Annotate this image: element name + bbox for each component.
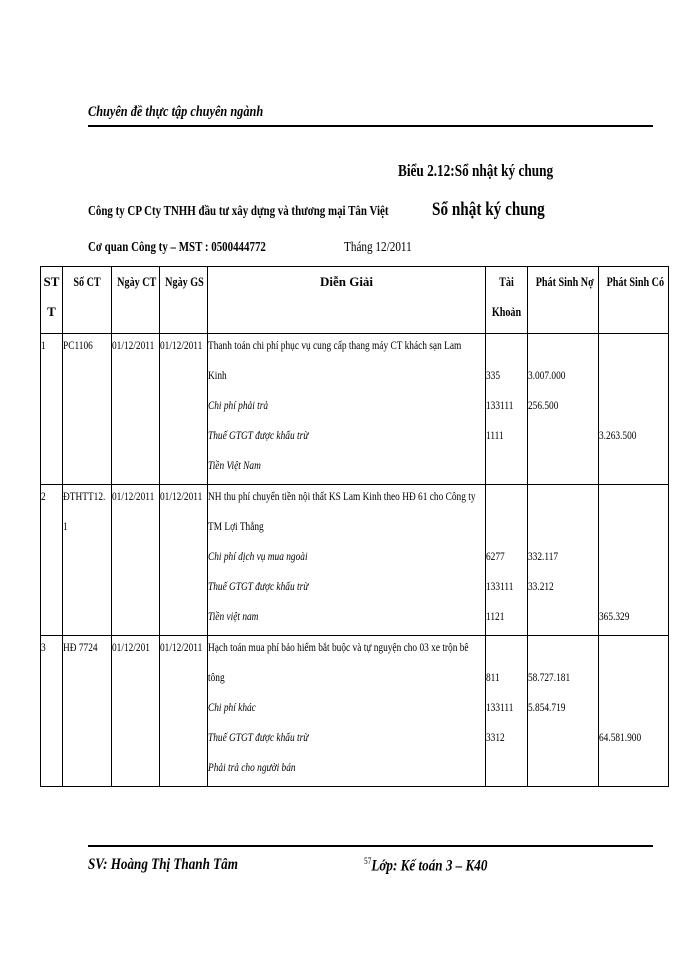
account-code <box>486 636 527 666</box>
transaction-description: Kinh <box>208 368 227 382</box>
cell-ngay-gs <box>160 485 208 636</box>
col-header-tai-khoan: Tài Khoản <box>486 267 528 334</box>
cell-so-ct <box>63 636 112 787</box>
cell-phat-sinh-no <box>528 636 599 787</box>
cell-stt <box>41 636 63 787</box>
account-code <box>486 334 527 364</box>
account-code: 133111 <box>486 398 514 412</box>
cell-phat-sinh-co <box>599 334 669 485</box>
debit-amount <box>528 605 598 635</box>
cell-ngay-ct <box>112 485 160 636</box>
credit-amount <box>599 666 668 696</box>
posting-date: 01/12/2011 <box>160 338 203 352</box>
account-code: 335 <box>486 368 501 382</box>
footer-rule <box>88 845 653 847</box>
account-code: 3312 <box>486 730 505 744</box>
credit-amount <box>599 454 668 484</box>
posting-date: 01/12/2011 <box>160 640 203 654</box>
account-code: 811 <box>486 670 500 684</box>
account-description: Chi phí phải trả <box>208 398 269 412</box>
account-code: 133111 <box>486 579 514 593</box>
debit-amount: 3.007.000 <box>528 368 566 382</box>
col-header-ngay-gs: Ngày GS <box>160 267 208 334</box>
debit-amount <box>528 424 598 454</box>
cell-tai-khoan <box>486 636 528 787</box>
debit-amount: 33.212 <box>528 579 554 593</box>
form-label: Biểu 2.12:Sổ nhật ký chung <box>398 161 554 180</box>
credit-amount <box>599 545 668 575</box>
account-description: Chi phí dịch vụ mua ngoài <box>208 549 308 563</box>
cell-stt <box>41 485 63 636</box>
table-header-row <box>41 267 669 334</box>
account-code <box>486 515 527 545</box>
cell-ngay-ct <box>112 636 160 787</box>
transaction-description: TM Lợi Thắng <box>208 519 264 533</box>
debit-amount <box>528 726 598 756</box>
account-description: Thuế GTGT được khấu trừ <box>208 579 309 593</box>
posting-date: 01/12/2011 <box>160 489 203 503</box>
debit-amount: 332.117 <box>528 549 559 563</box>
account-description: Thuế GTGT được khấu trừ <box>208 730 309 744</box>
account-description: Thuế GTGT được khấu trừ <box>208 428 309 442</box>
account-code: 1111 <box>486 428 504 442</box>
account-description: Phải trả cho người bán <box>208 760 296 774</box>
credit-amount <box>599 756 668 786</box>
cell-dien-giai <box>208 334 486 485</box>
agency-tax-code: Cơ quan Công ty – MST : 0500444772 <box>88 240 266 255</box>
account-code <box>486 485 527 515</box>
voucher-date: 01/12/2011 <box>112 489 155 503</box>
page-number: 57 <box>364 856 372 866</box>
account-description: Tiền Việt Nam <box>208 458 261 472</box>
cell-stt <box>41 334 63 485</box>
class-label: Lớp: Kế toán 3 – K40 <box>371 857 488 875</box>
transaction-description: NH thu phí chuyển tiền nội thất KS Lam Kinh theo HĐ 61 cho Công ty <box>208 489 476 503</box>
table-row <box>41 485 669 636</box>
account-description: Tiền việt nam <box>208 609 259 623</box>
account-code: 133111 <box>486 700 514 714</box>
account-code: 1121 <box>486 609 505 623</box>
cell-phat-sinh-no <box>528 334 599 485</box>
voucher-number: HĐ 7724 <box>63 640 98 654</box>
stt-value: 3 <box>41 640 46 654</box>
account-code: 6277 <box>486 549 505 563</box>
credit-amount <box>599 364 668 394</box>
col-header-phat-sinh-co: Phát Sinh Có <box>599 267 669 334</box>
transaction-description: tông <box>208 670 225 684</box>
account-code <box>486 756 527 786</box>
debit-amount: 58.727.181 <box>528 670 571 684</box>
header-rule <box>88 125 653 127</box>
debit-amount <box>528 515 598 545</box>
footer-student: SV: Hoàng Thị Thanh Tâm <box>88 856 238 873</box>
account-description: Chi phí khác <box>208 700 256 714</box>
table-row <box>41 636 669 787</box>
ledger-month: Tháng 12/2011 <box>344 240 412 255</box>
cell-tai-khoan <box>486 334 528 485</box>
col-header-dien-giai: Diễn Giải <box>208 267 486 334</box>
cell-phat-sinh-no <box>528 485 599 636</box>
debit-amount <box>528 454 598 484</box>
stt-value: 1 <box>41 338 46 352</box>
account-code <box>486 454 527 484</box>
transaction-description: Hạch toán mua phí bảo hiểm bắt buộc và tự nguyện cho 03 xe trộn bê <box>208 640 469 654</box>
cell-dien-giai <box>208 485 486 636</box>
cell-phat-sinh-co <box>599 485 669 636</box>
credit-amount <box>599 394 668 424</box>
credit-amount <box>599 515 668 545</box>
ledger-title: Sổ nhật ký chung <box>432 199 545 220</box>
general-journal-table <box>40 266 669 787</box>
cell-phat-sinh-co <box>599 636 669 787</box>
voucher-number: 1 <box>63 519 68 533</box>
credit-amount <box>599 334 668 364</box>
stt-value: 2 <box>41 489 46 503</box>
credit-amount: 64.581.900 <box>599 730 642 744</box>
debit-amount <box>528 485 598 515</box>
cell-ngay-gs <box>160 636 208 787</box>
cell-so-ct <box>63 334 112 485</box>
debit-amount <box>528 636 598 666</box>
footer-class <box>364 856 487 875</box>
col-header-so-ct: Số CT <box>63 267 112 334</box>
credit-amount <box>599 575 668 605</box>
cell-ngay-ct <box>112 334 160 485</box>
cell-so-ct <box>63 485 112 636</box>
debit-amount <box>528 756 598 786</box>
credit-amount: 365.329 <box>599 609 630 623</box>
cell-ngay-gs <box>160 334 208 485</box>
voucher-date: 01/12/2011 <box>112 338 155 352</box>
col-header-ngay-ct: Ngày CT <box>112 267 160 334</box>
document-header-title: Chuyên đề thực tập chuyên ngành <box>88 104 264 120</box>
debit-amount: 5.854.719 <box>528 700 566 714</box>
voucher-date: 01/12/201 <box>112 640 150 654</box>
col-header-phat-sinh-no: Phát Sinh Nợ <box>528 267 599 334</box>
voucher-number: PC1106 <box>63 338 93 352</box>
credit-amount <box>599 485 668 515</box>
cell-dien-giai <box>208 636 486 787</box>
table-row <box>41 334 669 485</box>
credit-amount <box>599 636 668 666</box>
debit-amount: 256.500 <box>528 398 559 412</box>
col-header-stt: ST T <box>41 267 63 334</box>
credit-amount: 3.263.500 <box>599 428 637 442</box>
transaction-description: Thanh toán chi phí phục vụ cung cấp thang máy CT khách sạn Lam <box>208 338 462 352</box>
company-name: Công ty CP Cty TNHH đầu tư xây dựng và thương mại Tân Việt <box>88 204 389 219</box>
credit-amount <box>599 696 668 726</box>
cell-tai-khoan <box>486 485 528 636</box>
debit-amount <box>528 334 598 364</box>
voucher-number: ĐTHTT12. <box>63 489 106 503</box>
